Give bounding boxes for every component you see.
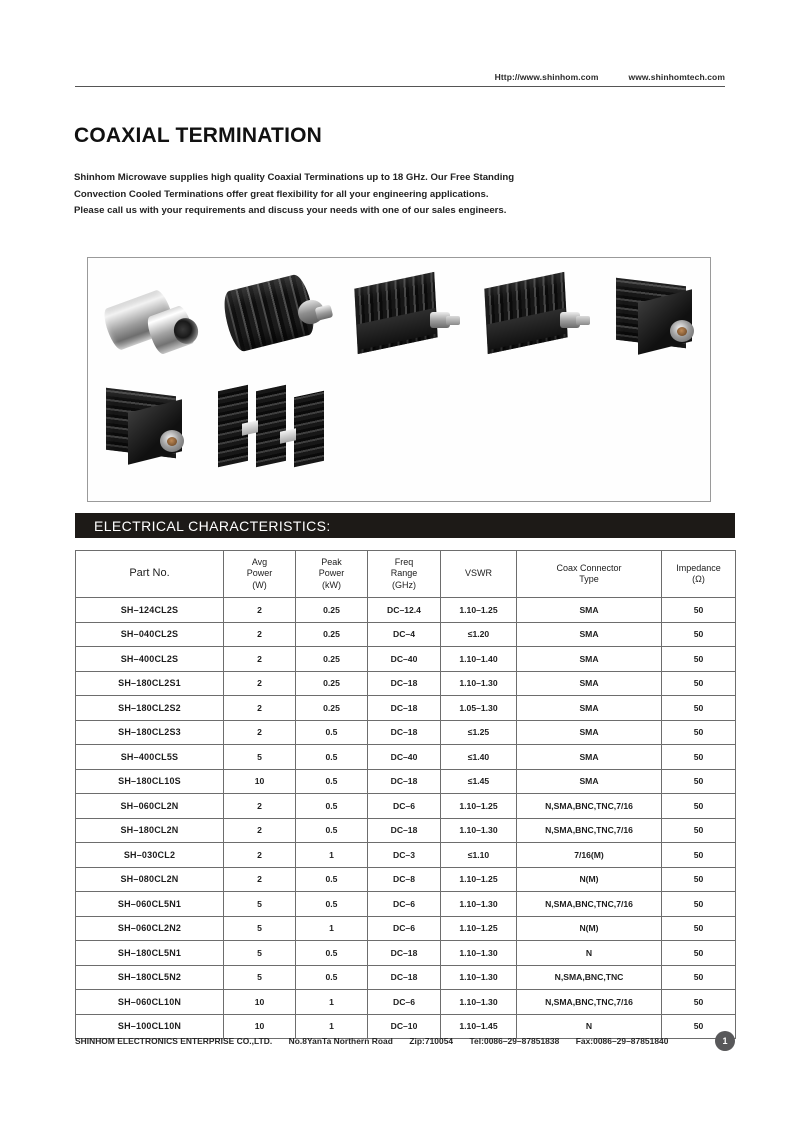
cell-part-no: SH–180CL2S1 — [76, 671, 224, 696]
table-row — [76, 769, 736, 794]
cell-avg-power: 2 — [224, 598, 296, 623]
cell-vswr: 1.10–1.45 — [441, 1014, 517, 1039]
freq-line-2: Range — [390, 568, 418, 579]
cell-impedance: 50 — [662, 794, 736, 819]
cell-peak-power: 0.5 — [296, 720, 368, 745]
cell-impedance: 50 — [662, 990, 736, 1015]
product-photo-panel — [87, 257, 711, 502]
table-body — [76, 598, 736, 1039]
cell-coax-connector-type: SMA — [517, 598, 662, 623]
cell-coax-connector-type: SMA — [517, 696, 662, 721]
cell-vswr: 1.05–1.30 — [441, 696, 517, 721]
cell-vswr: 1.10–1.30 — [441, 892, 517, 917]
cell-coax-connector-type: N,SMA,BNC,TNC,7/16 — [517, 892, 662, 917]
cell-freq-range: DC–4 — [368, 622, 441, 647]
peak-power-line-2: Power — [318, 568, 345, 579]
column-header-freq-range — [368, 551, 441, 598]
table-row — [76, 965, 736, 990]
cell-coax-connector-type: N — [517, 1014, 662, 1039]
intro-paragraph — [74, 170, 674, 220]
table-row — [76, 843, 736, 868]
table-row — [76, 647, 736, 672]
product-image-silver-connector — [104, 282, 208, 364]
cell-freq-range: DC–18 — [368, 965, 441, 990]
cell-avg-power: 2 — [224, 867, 296, 892]
cell-avg-power: 2 — [224, 818, 296, 843]
cell-part-no: SH–180CL10S — [76, 769, 224, 794]
cell-freq-range: DC–18 — [368, 696, 441, 721]
table-row — [76, 867, 736, 892]
cell-impedance: 50 — [662, 892, 736, 917]
cell-avg-power: 2 — [224, 720, 296, 745]
finned-plate-2 — [256, 385, 286, 467]
peak-power-line-1: Peak — [321, 556, 342, 567]
cell-avg-power: 2 — [224, 671, 296, 696]
table-row — [76, 696, 736, 721]
electrical-characteristics-table — [75, 550, 736, 1039]
cell-vswr: 1.10–1.30 — [441, 941, 517, 966]
cell-part-no: SH–060CL10N — [76, 990, 224, 1015]
cell-vswr: ≤1.25 — [441, 720, 517, 745]
finned-block-1-pin — [446, 316, 460, 325]
cell-freq-range: DC–6 — [368, 916, 441, 941]
table-row — [76, 818, 736, 843]
cell-coax-connector-type: SMA — [517, 671, 662, 696]
cell-impedance: 50 — [662, 818, 736, 843]
table-row — [76, 720, 736, 745]
finned-block-2-pin — [576, 316, 590, 325]
cell-part-no: SH–180CL2S2 — [76, 696, 224, 721]
cell-avg-power: 10 — [224, 769, 296, 794]
cell-coax-connector-type: SMA — [517, 647, 662, 672]
cell-peak-power: 1 — [296, 916, 368, 941]
table-header-row — [76, 551, 736, 598]
header-link-primary[interactable]: Http://www.shinhom.com — [494, 72, 599, 82]
section-banner-label: ELECTRICAL CHARACTERISTICS: — [94, 517, 331, 534]
cell-coax-connector-type: N,SMA,BNC,TNC — [517, 965, 662, 990]
page-title: COAXIAL TERMINATION — [74, 124, 323, 147]
coax-line-2: Type — [579, 574, 599, 584]
column-header-impedance — [662, 551, 736, 598]
product-photo-row-top — [104, 272, 711, 364]
column-header-peak-power — [296, 551, 368, 598]
cell-avg-power: 5 — [224, 745, 296, 770]
cell-vswr: 1.10–1.30 — [441, 965, 517, 990]
cell-coax-connector-type: N,SMA,BNC,TNC,7/16 — [517, 794, 662, 819]
avg-power-line-2: Power — [246, 568, 273, 579]
cell-vswr: 1.10–1.40 — [441, 647, 517, 672]
page-header — [75, 72, 725, 87]
cell-freq-range: DC–18 — [368, 818, 441, 843]
electrical-characteristics-banner — [75, 513, 735, 538]
cell-part-no: SH–040CL2S — [76, 622, 224, 647]
column-header-vswr: VSWR — [441, 551, 517, 598]
cell-avg-power: 2 — [224, 622, 296, 647]
cell-vswr: 1.10–1.25 — [441, 916, 517, 941]
cell-coax-connector-type: N,SMA,BNC,TNC,7/16 — [517, 990, 662, 1015]
avg-power-line-3: (W) — [252, 579, 267, 590]
cell-avg-power: 10 — [224, 1014, 296, 1039]
header-link-secondary[interactable]: www.shinhomtech.com — [628, 72, 725, 82]
table-row — [76, 622, 736, 647]
header-links — [75, 72, 725, 86]
cell-avg-power: 5 — [224, 892, 296, 917]
cube-2-connector-core — [167, 437, 177, 446]
cell-part-no: SH–030CL2 — [76, 843, 224, 868]
product-image-finned-plates — [216, 384, 366, 474]
column-header-coax-connector-type — [517, 551, 662, 598]
column-header-avg-power — [224, 551, 296, 598]
cell-impedance: 50 — [662, 696, 736, 721]
cell-part-no: SH–124CL2S — [76, 598, 224, 623]
cell-impedance: 50 — [662, 622, 736, 647]
cell-peak-power: 0.25 — [296, 647, 368, 672]
cell-vswr: 1.10–1.25 — [441, 598, 517, 623]
cell-impedance: 50 — [662, 916, 736, 941]
cell-peak-power: 1 — [296, 843, 368, 868]
footer-company: SHINHOM ELECTRONICS ENTERPRISE CO.,LTD. — [75, 1036, 273, 1046]
cell-vswr: 1.10–1.25 — [441, 867, 517, 892]
cell-impedance: 50 — [662, 745, 736, 770]
cell-peak-power: 0.25 — [296, 696, 368, 721]
cell-impedance: 50 — [662, 769, 736, 794]
table-row — [76, 1014, 736, 1039]
cell-vswr: 1.10–1.30 — [441, 818, 517, 843]
cell-impedance: 50 — [662, 843, 736, 868]
freq-line-1: Freq — [394, 556, 414, 567]
cell-peak-power: 0.25 — [296, 622, 368, 647]
cell-part-no: SH–100CL10N — [76, 1014, 224, 1039]
table-row — [76, 916, 736, 941]
cell-impedance: 50 — [662, 941, 736, 966]
cell-part-no: SH–180CL5N1 — [76, 941, 224, 966]
avg-power-line-1: Avg — [251, 556, 268, 567]
cell-peak-power: 0.5 — [296, 794, 368, 819]
cell-impedance: 50 — [662, 720, 736, 745]
footer-address: No.8YanTa Northern Road — [288, 1036, 393, 1046]
cell-peak-power: 0.5 — [296, 769, 368, 794]
cell-peak-power: 0.5 — [296, 892, 368, 917]
cell-impedance: 50 — [662, 965, 736, 990]
cell-part-no: SH–080CL2N — [76, 867, 224, 892]
intro-line-1: Shinhom Microwave supplies high quality Coaxial Terminations up to 18 GHz. Our Free Standing — [74, 172, 515, 183]
cell-part-no: SH–060CL2N2 — [76, 916, 224, 941]
cell-freq-range: DC–12.4 — [368, 598, 441, 623]
product-image-cube-1 — [616, 276, 711, 364]
cell-freq-range: DC–18 — [368, 941, 441, 966]
cell-peak-power: 0.5 — [296, 867, 368, 892]
cell-vswr: ≤1.45 — [441, 769, 517, 794]
table-header — [76, 551, 736, 598]
cell-coax-connector-type: 7/16(M) — [517, 843, 662, 868]
table-row — [76, 892, 736, 917]
cell-impedance: 50 — [662, 1014, 736, 1039]
intro-line-3: Please call us with your requirements and discuss your needs with one of our sales engineers. — [74, 205, 507, 216]
cell-impedance: 50 — [662, 598, 736, 623]
cell-freq-range: DC–18 — [368, 671, 441, 696]
cell-vswr: ≤1.20 — [441, 622, 517, 647]
table-row — [76, 598, 736, 623]
header-divider — [75, 86, 725, 87]
cell-avg-power: 5 — [224, 965, 296, 990]
cell-avg-power: 2 — [224, 647, 296, 672]
cube-1-connector-core — [677, 327, 687, 336]
cell-vswr: 1.10–1.30 — [441, 990, 517, 1015]
footer-tel: Tel:0086–29–87851838 — [469, 1036, 560, 1046]
table-row — [76, 941, 736, 966]
cell-freq-range: DC–40 — [368, 745, 441, 770]
cell-coax-connector-type: SMA — [517, 769, 662, 794]
product-photo-row-bottom — [106, 384, 366, 474]
cell-part-no: SH–060CL2N — [76, 794, 224, 819]
cell-avg-power: 2 — [224, 843, 296, 868]
cell-peak-power: 0.5 — [296, 965, 368, 990]
cell-part-no: SH–180CL2N — [76, 818, 224, 843]
cell-freq-range: DC–18 — [368, 720, 441, 745]
cell-avg-power: 10 — [224, 990, 296, 1015]
cell-vswr: 1.10–1.25 — [441, 794, 517, 819]
cell-freq-range: DC–6 — [368, 892, 441, 917]
freq-line-3: (GHz) — [392, 579, 416, 590]
column-header-part-no: Part No. — [76, 551, 224, 598]
product-image-finned-cylinder — [226, 272, 338, 364]
finned-plate-3 — [294, 391, 324, 467]
cell-peak-power: 0.5 — [296, 745, 368, 770]
cell-peak-power: 0.5 — [296, 818, 368, 843]
cell-coax-connector-type: N(M) — [517, 916, 662, 941]
cell-peak-power: 0.25 — [296, 671, 368, 696]
cell-coax-connector-type: SMA — [517, 622, 662, 647]
footer-zip: Zip:710054 — [409, 1036, 454, 1046]
cell-freq-range: DC–3 — [368, 843, 441, 868]
product-image-cube-2 — [106, 386, 206, 474]
peak-power-line-3: (kW) — [322, 579, 341, 590]
cell-part-no: SH–060CL5N1 — [76, 892, 224, 917]
coax-line-1: Coax Connector — [556, 562, 622, 573]
finned-cylinder-pin — [315, 304, 334, 320]
cell-avg-power: 2 — [224, 696, 296, 721]
cell-avg-power: 5 — [224, 916, 296, 941]
cell-coax-connector-type: N(M) — [517, 867, 662, 892]
product-image-finned-block-2 — [486, 272, 598, 364]
cell-freq-range: DC–18 — [368, 769, 441, 794]
impedance-line-1: Impedance — [676, 562, 721, 573]
cell-peak-power: 0.25 — [296, 598, 368, 623]
table-row — [76, 671, 736, 696]
footer-fax: Fax:0086–29–87851840 — [575, 1036, 669, 1046]
cell-impedance: 50 — [662, 671, 736, 696]
cell-coax-connector-type: SMA — [517, 720, 662, 745]
cell-peak-power: 1 — [296, 990, 368, 1015]
cell-vswr: ≤1.40 — [441, 745, 517, 770]
product-image-finned-block-1 — [356, 272, 468, 364]
cell-avg-power: 5 — [224, 941, 296, 966]
cell-freq-range: DC–6 — [368, 794, 441, 819]
table-row — [76, 745, 736, 770]
page-number-badge: 1 — [715, 1031, 735, 1051]
cell-coax-connector-type: N — [517, 941, 662, 966]
cell-part-no: SH–180CL5N2 — [76, 965, 224, 990]
cell-freq-range: DC–10 — [368, 1014, 441, 1039]
cell-impedance: 50 — [662, 647, 736, 672]
cell-impedance: 50 — [662, 867, 736, 892]
cell-vswr: 1.10–1.30 — [441, 671, 517, 696]
cell-freq-range: DC–40 — [368, 647, 441, 672]
impedance-line-2: (Ω) — [692, 574, 705, 584]
cell-peak-power: 0.5 — [296, 941, 368, 966]
page-footer — [75, 1036, 735, 1046]
cell-vswr: ≤1.10 — [441, 843, 517, 868]
table-row — [76, 794, 736, 819]
intro-line-2: Convection Cooled Terminations offer great flexibility for all your engineering applications. — [74, 188, 489, 200]
cell-part-no: SH–400CL5S — [76, 745, 224, 770]
cell-avg-power: 2 — [224, 794, 296, 819]
cell-freq-range: DC–6 — [368, 990, 441, 1015]
cell-peak-power: 1 — [296, 1014, 368, 1039]
cell-coax-connector-type: SMA — [517, 745, 662, 770]
cell-freq-range: DC–8 — [368, 867, 441, 892]
table-row — [76, 990, 736, 1015]
cell-part-no: SH–180CL2S3 — [76, 720, 224, 745]
cell-part-no: SH–400CL2S — [76, 647, 224, 672]
footer-contact-info — [75, 1036, 668, 1046]
cell-coax-connector-type: N,SMA,BNC,TNC,7/16 — [517, 818, 662, 843]
